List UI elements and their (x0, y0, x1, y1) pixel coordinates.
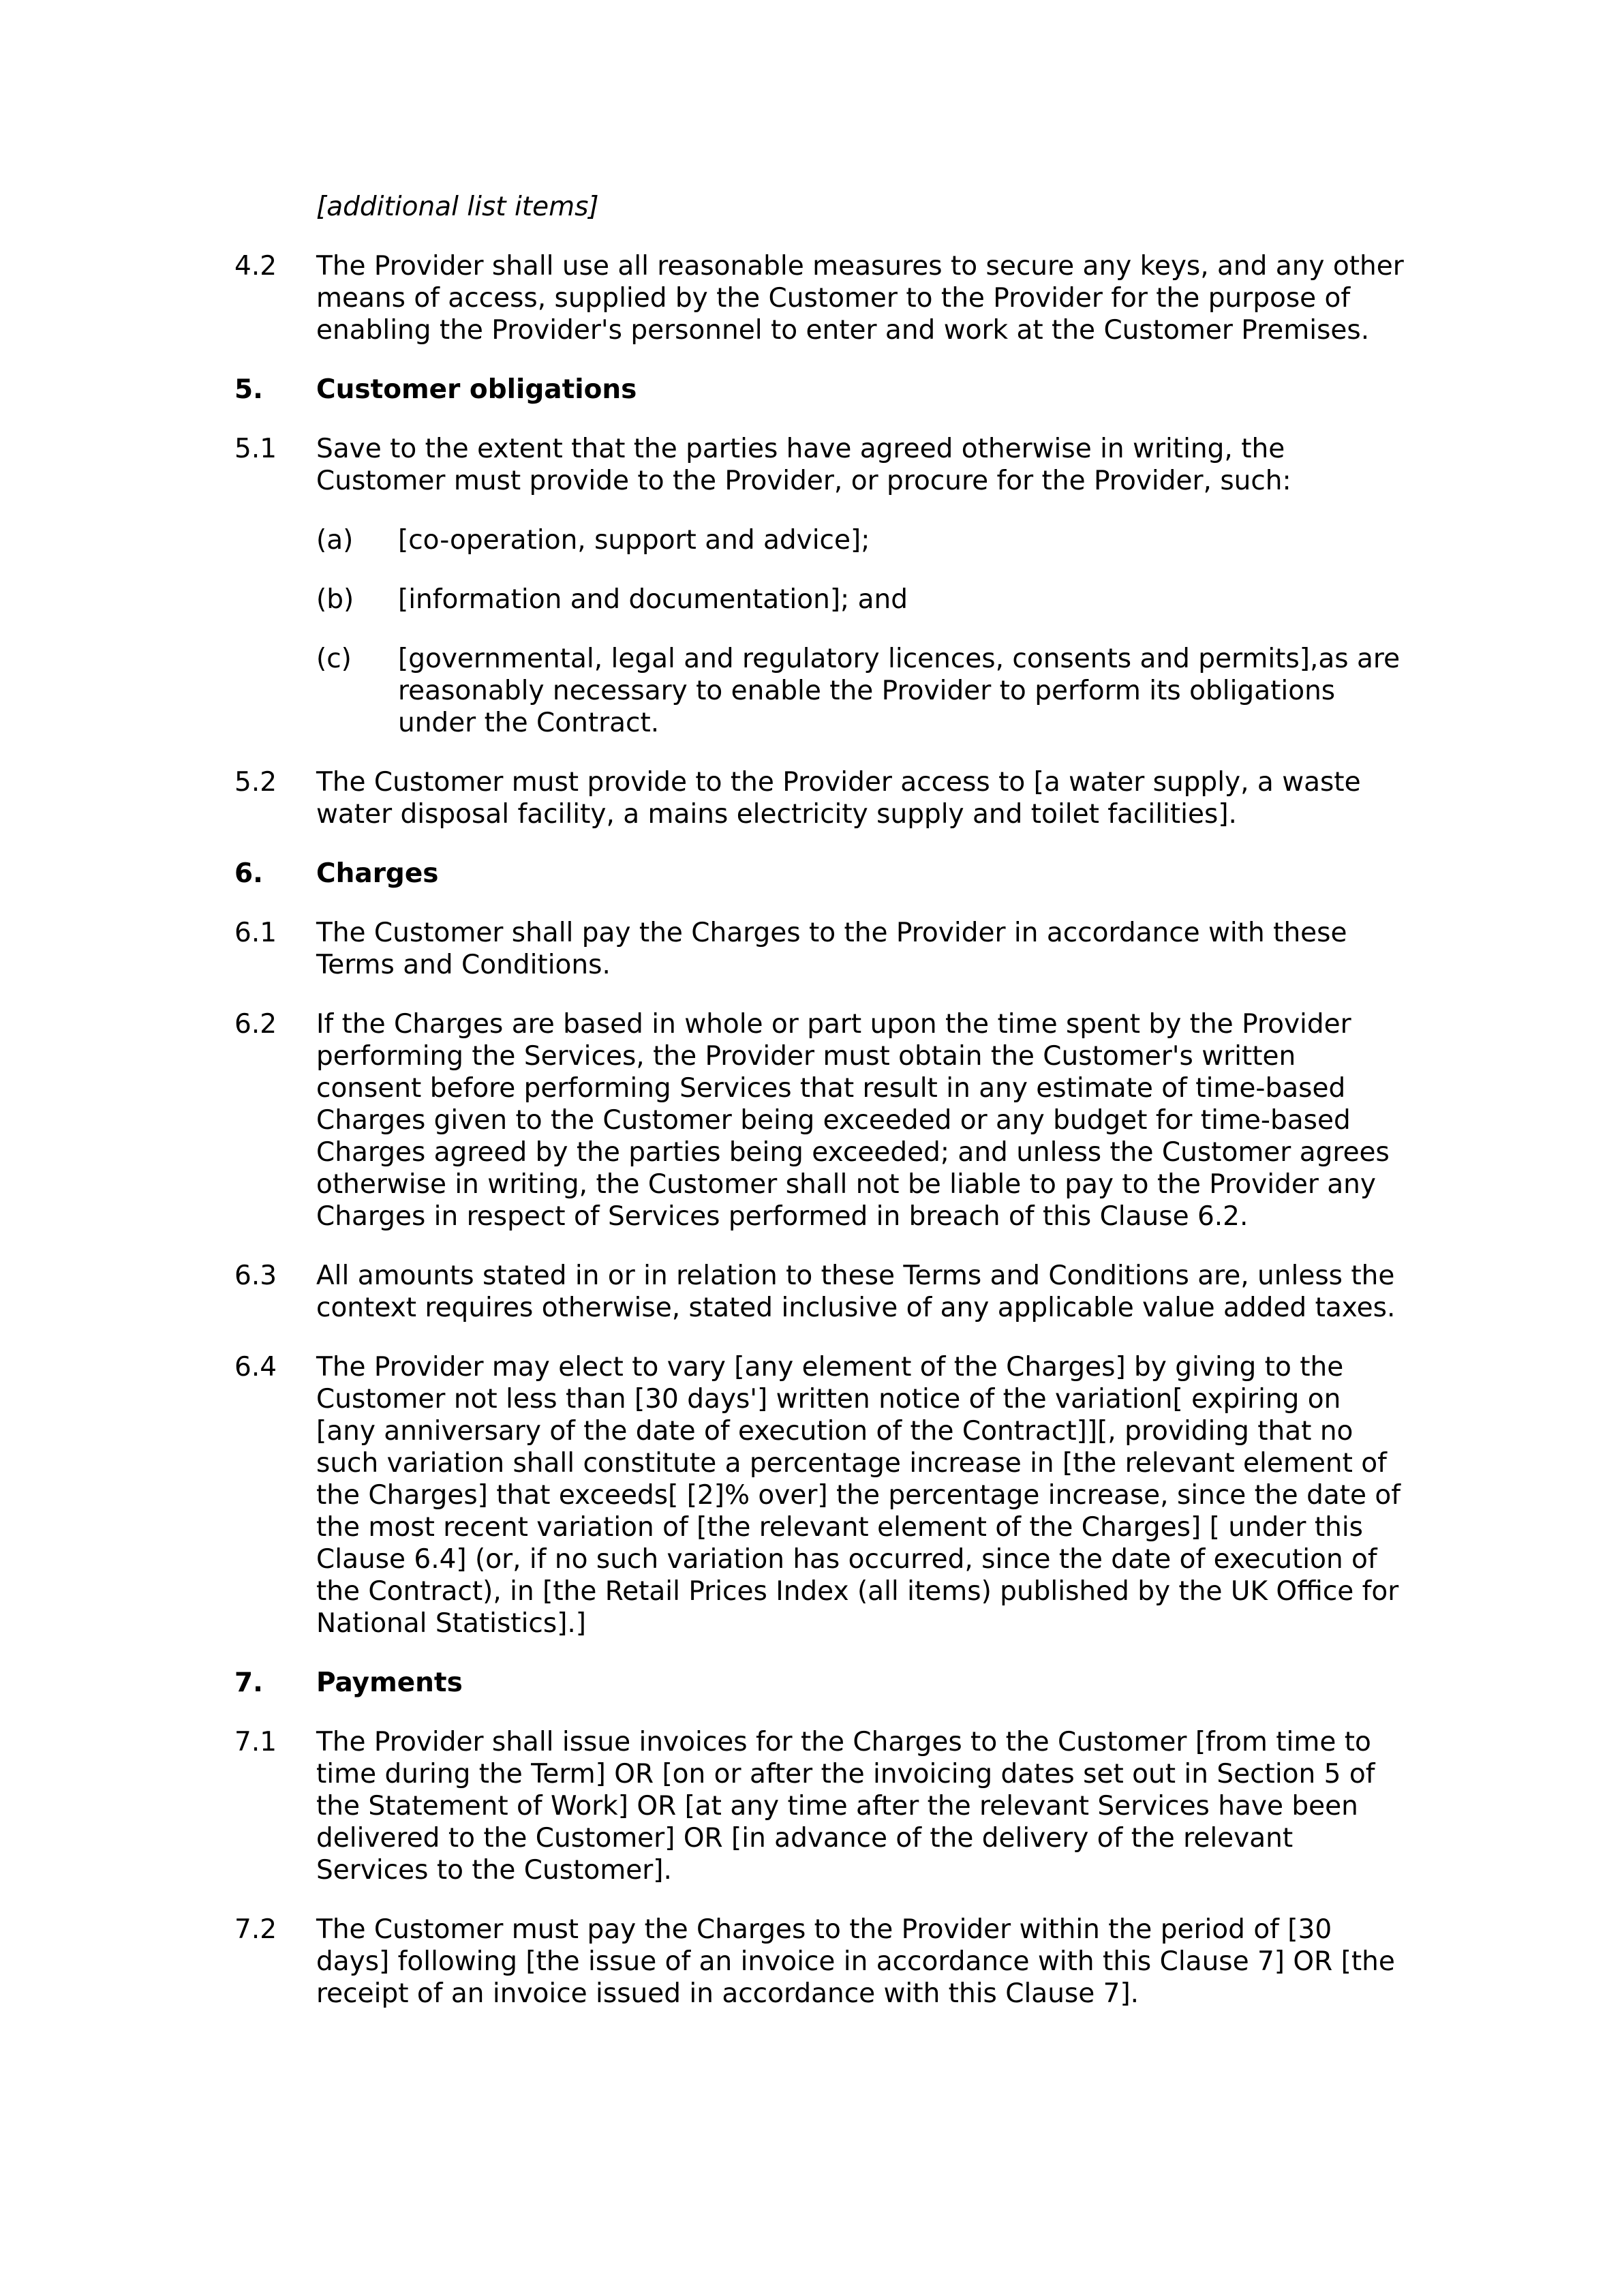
clause-text: Save to the extent that the parties have agreed otherwise in writing, the Customer must provide to the Provider, or procure for the Provider, such: (316, 434, 1291, 496)
clause-number: 4.2 (234, 251, 277, 282)
section-title: Payments (316, 1667, 463, 1698)
placeholder-line: [additional list items] (316, 192, 599, 222)
sub-item-label: (b) (316, 584, 354, 615)
clause-7-2 (234, 1914, 1404, 2010)
document-body (234, 191, 1404, 2037)
clause-6-1 (234, 917, 1404, 981)
clause-7-1 (234, 1726, 1404, 1886)
clause-text: All amounts stated in or in relation to these Terms and Conditions are, unless the context requires otherwise, stated inclusive of any applicable value added taxes. (316, 1260, 1396, 1323)
section-number: 6. (234, 858, 263, 889)
section-number: 5. (234, 374, 263, 405)
clause-text: The Customer shall pay the Charges to the Provider in accordance with these Terms and Conditions. (316, 918, 1347, 980)
clause-6-2 (234, 1008, 1404, 1233)
clause-text: The Customer must pay the Charges to the Provider within the period of [30 days] following [the issue of an invoice in accordance with this Clause 7] OR [the receipt of an invoice issued in accordance with this Clause 7]. (316, 1914, 1395, 2009)
sub-item-a (316, 524, 1404, 556)
sub-item-label: (a) (316, 525, 354, 556)
section-heading-6 (234, 858, 1404, 890)
section-title: Customer obligations (316, 374, 637, 405)
clause-text: If the Charges are based in whole or part upon the time spent by the Provider performing the Services, the Provider must obtain the Customer's written consent before performing Services that result in any estimate of time-based Charges given to the Customer being exceeded or any budget for time-based Charges agreed by the parties being exceeded; and unless the Customer agrees otherwise in writing, the Customer shall not be liable to pay to the Provider any Charges in respect of Services performed in breach of this Clause 6.2. (316, 1009, 1390, 1232)
sub-item-label: (c) (316, 644, 352, 674)
clause-number: 6.2 (234, 1009, 277, 1040)
sub-item-text: [co-operation, support and advice]; (398, 525, 870, 556)
sub-item-c (316, 643, 1404, 739)
clause-6-3 (234, 1260, 1404, 1324)
clause-number: 7.2 (234, 1914, 277, 1945)
clause-number: 6.3 (234, 1260, 277, 1291)
sub-item-text: [information and documentation]; and (398, 584, 908, 615)
clause-number: 7.1 (234, 1727, 277, 1757)
clause-text: The Customer must provide to the Provider access to [a water supply, a waste water disposal facility, a mains electricity supply and toilet facilities]. (316, 767, 1361, 830)
sub-item-b (316, 584, 1404, 616)
clause-text: The Provider shall use all reasonable measures to secure any keys, and any other means of access, supplied by the Customer to the Provider for the purpose of enabling the Provider's personnel to enter and work at the Customer Premises. (316, 251, 1404, 346)
clause-number: 6.1 (234, 918, 277, 948)
clause-text: The Provider may elect to vary [any element of the Charges] by giving to the Customer not less than [30 days'] written notice of the variation[ expiring on [any anniversary of the date of execution of the Contract]][, providing that no such variation shall constitute a percentage increase in [the relevant element of the Charges] that exceeds[ [2]% over] the percentage increase, since the date of the most recent variation of [the relevant element of the Charges] [ under this Clause 6.4] (or, if no such variation has occurred, since the date of execution of the Contract), in [the Retail Prices Index (all items) published by the UK Office for National Statistics].] (316, 1352, 1401, 1639)
clause-number: 6.4 (234, 1352, 277, 1383)
sub-item-text: [governmental, legal and regulatory licences, consents and permits],as are reasonably necessary to enable the Provider to perform its obligations under the Contract. (398, 644, 1401, 738)
section-heading-7 (234, 1667, 1404, 1699)
clause-4-2 (234, 250, 1404, 346)
clause-5-1 (234, 433, 1404, 497)
clause-number: 5.2 (234, 767, 277, 798)
section-number: 7. (234, 1667, 263, 1698)
clause-text: The Provider shall issue invoices for the Charges to the Customer [from time to time during the Term] OR [on or after the invoicing dates set out in Section 5 of the Statement of Work] OR [at any time after the relevant Services have been delivered to the Customer] OR [in advance of the delivery of the relevant Services to the Customer]. (316, 1727, 1375, 1886)
clause-number: 5.1 (234, 434, 277, 464)
clause-6-4 (234, 1351, 1404, 1640)
section-heading-5 (234, 374, 1404, 406)
clause-5-2 (234, 766, 1404, 830)
section-title: Charges (316, 858, 439, 889)
